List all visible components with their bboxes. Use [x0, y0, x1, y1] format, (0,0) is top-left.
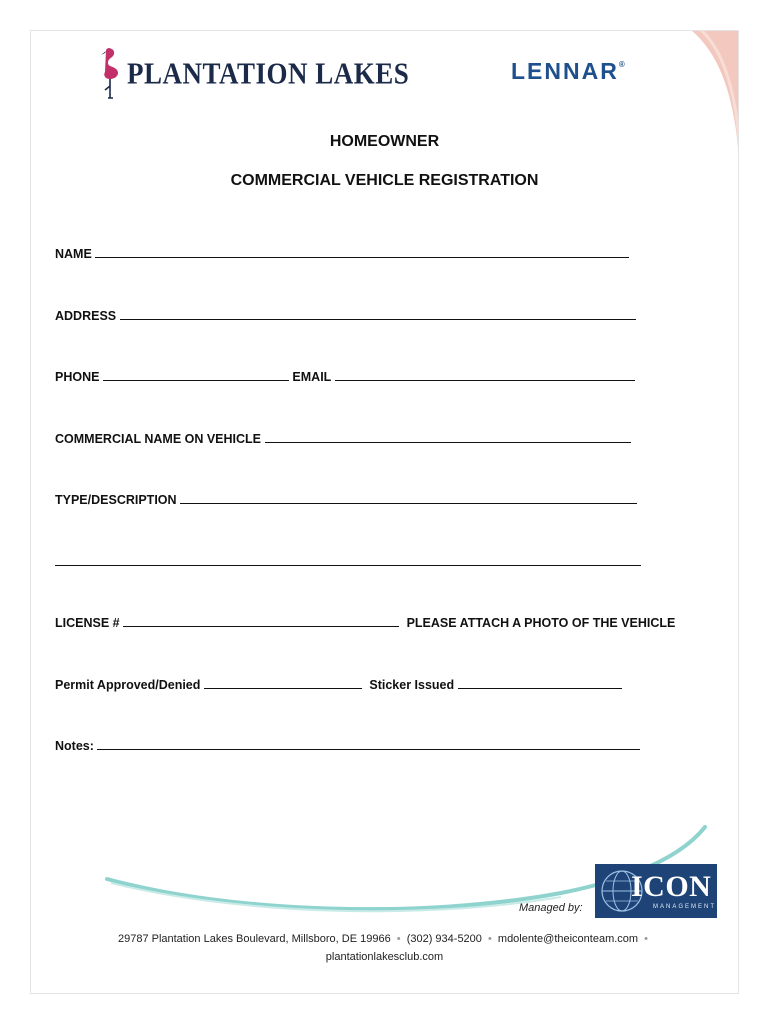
- commercial-name-row: [55, 430, 631, 446]
- icon-management-subtitle: MANAGEMENT: [653, 904, 717, 910]
- footer-separator: •: [396, 933, 401, 945]
- address-field[interactable]: [120, 307, 636, 320]
- license-row: [55, 614, 675, 630]
- address-row: [55, 307, 636, 323]
- footer-website-link[interactable]: plantationlakesclub.com: [325, 951, 444, 963]
- phone-label: PHONE: [55, 370, 100, 384]
- name-label: NAME: [55, 247, 92, 261]
- type-description-continuation-row: [55, 553, 641, 569]
- type-description-row: [55, 491, 637, 507]
- permit-field[interactable]: [204, 676, 362, 689]
- sticker-label: Sticker Issued: [369, 678, 455, 692]
- footer-phone: (302) 934-5200: [406, 933, 482, 945]
- license-field[interactable]: [123, 614, 399, 627]
- commercial-name-field[interactable]: [265, 430, 631, 443]
- form-title-line2: COMMERCIAL VEHICLE REGISTRATION: [230, 172, 539, 189]
- type-description-continuation-field[interactable]: [55, 553, 641, 566]
- form-title-line1: HOMEOWNER: [329, 133, 440, 150]
- footer-email[interactable]: mdolente@theiconteam.com: [497, 933, 639, 945]
- footer-separator: •: [487, 933, 492, 945]
- name-field[interactable]: [95, 245, 629, 258]
- phone-field[interactable]: [103, 368, 289, 381]
- name-row: [55, 245, 629, 261]
- email-field[interactable]: [335, 368, 635, 381]
- license-label: LICENSE #: [55, 616, 120, 630]
- registered-mark: ®: [618, 60, 625, 69]
- type-description-label: TYPE/DESCRIPTION: [55, 493, 177, 507]
- type-description-field[interactable]: [180, 491, 637, 504]
- email-label: EMAIL: [292, 370, 332, 384]
- footer-address: 29787 Plantation Lakes Boulevard, Millsboro, DE 19966: [117, 933, 391, 945]
- footer-separator: •: [644, 933, 649, 945]
- commercial-name-label: COMMERCIAL NAME ON VEHICLE: [55, 432, 262, 446]
- plantation-lakes-wordmark: PLANTATION LAKES: [127, 55, 410, 90]
- icon-wordmark: ICON: [631, 870, 712, 903]
- notes-label: Notes:: [55, 739, 94, 753]
- sticker-field[interactable]: [458, 676, 622, 689]
- footer-website: [31, 951, 738, 963]
- flamingo-icon: [97, 46, 123, 100]
- managed-by-label: Managed by:: [519, 902, 583, 914]
- form-page: [30, 30, 739, 994]
- notes-row: [55, 737, 640, 753]
- permit-sticker-row: [55, 676, 622, 692]
- phone-email-row: [55, 368, 635, 384]
- footer-contact-line: [31, 933, 738, 945]
- attach-photo-note: PLEASE ATTACH A PHOTO OF THE VEHICLE: [406, 616, 676, 630]
- icon-management-logo: [595, 864, 717, 918]
- plantation-lakes-logo: [97, 45, 409, 101]
- notes-field[interactable]: [97, 737, 640, 750]
- lennar-logo: [511, 58, 625, 85]
- lennar-wordmark: LENNAR: [511, 58, 619, 84]
- address-label: ADDRESS: [55, 309, 117, 323]
- permit-label: Permit Approved/Denied: [55, 678, 201, 692]
